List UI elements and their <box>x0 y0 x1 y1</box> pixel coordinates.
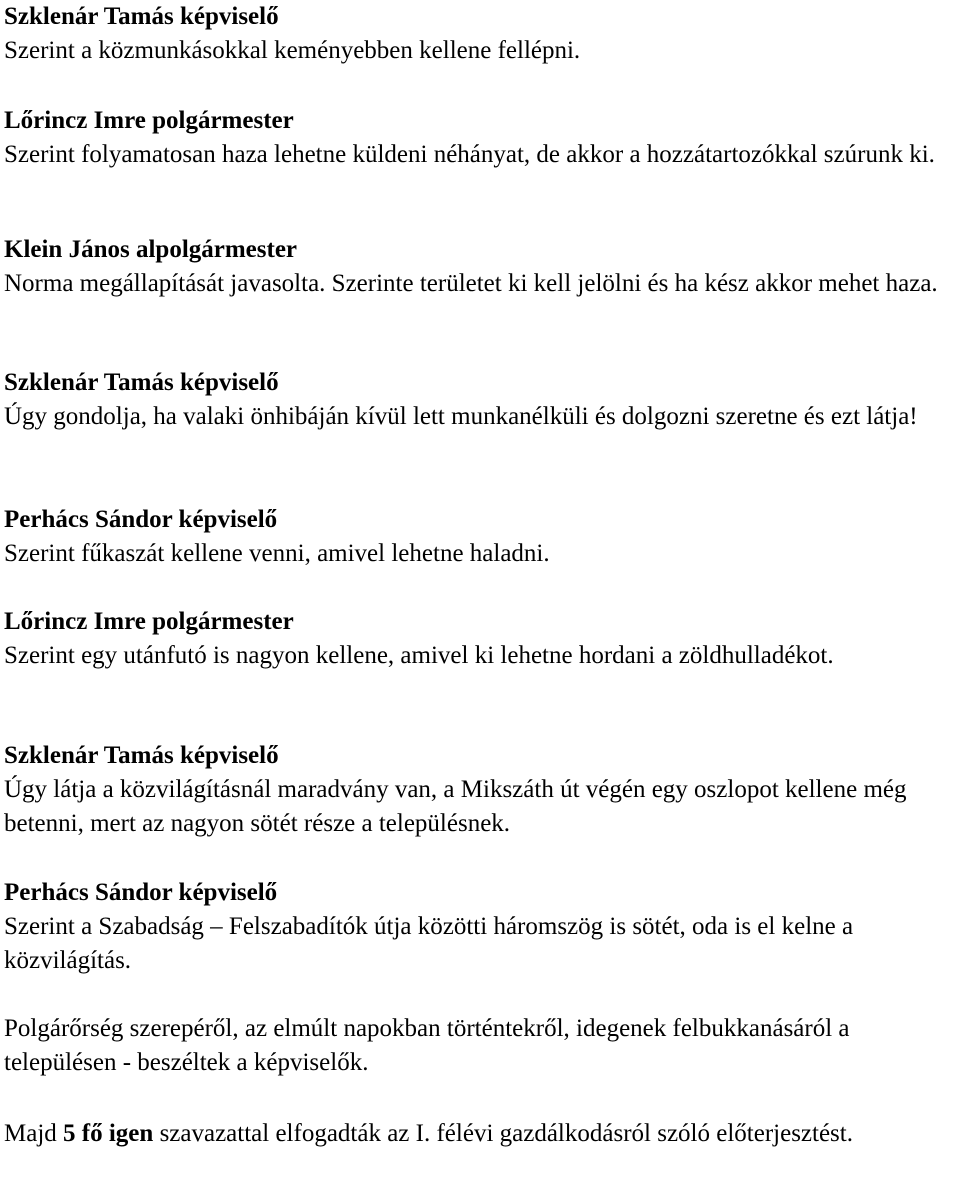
speaker-statement: Szerint a közmunkásokkal keményebben kellene fellépni. <box>4 37 581 64</box>
entry-6 <box>4 605 960 673</box>
speaker-statement: Úgy látja a közvilágításnál maradvány van, a Mikszáth út végén egy oszlopot kellene még betenni, mert az nagyon sötét része a településnek. <box>4 776 907 837</box>
vote-result: 5 fő igen <box>63 1120 154 1147</box>
speaker-name: Szklenár Tamás képviselő <box>4 369 279 396</box>
speaker-name: Klein János alpolgármester <box>4 236 298 263</box>
vote-prefix: Majd <box>4 1120 64 1147</box>
speaker-name: Perhács Sándor képviselő <box>4 506 278 533</box>
entry-5 <box>4 503 960 571</box>
police-paragraph-text: Polgárőrség szerepéről, az elmúlt napokban történtekről, idegenek felbukkanásáról a településen - beszéltek a képviselők. <box>4 1015 850 1076</box>
entry-4 <box>4 366 960 434</box>
speaker-name: Szklenár Tamás képviselő <box>4 742 279 769</box>
speaker-name: Perhács Sándor képviselő <box>4 879 278 906</box>
speaker-name: Lőrincz Imre polgármester <box>4 608 294 635</box>
speaker-name: Lőrincz Imre polgármester <box>4 107 294 134</box>
speaker-name: Szklenár Tamás képviselő <box>4 3 279 30</box>
speaker-statement: Szerint folyamatosan haza lehetne küldeni néhányat, de akkor a hozzátartozókkal szúrunk ki. <box>4 141 935 168</box>
speaker-statement: Úgy gondolja, ha valaki önhibáján kívül lett munkanélküli és dolgozni szeretne és ezt látja! <box>4 403 918 430</box>
entry-7 <box>4 739 960 841</box>
entry-2 <box>4 104 960 172</box>
vote-paragraph-text <box>4 1117 960 1151</box>
speaker-statement: Szerint a Szabadság – Felszabadítók útja közötti háromszög is sötét, oda is el kelne a közvilágítás. <box>4 913 854 974</box>
entry-8 <box>4 876 960 978</box>
vote-suffix: szavazattal elfogadták az I. félévi gazdálkodásról szóló előterjesztést. <box>153 1120 853 1147</box>
speaker-statement: Norma megállapítását javasolta. Szerinte területet ki kell jelölni és ha kész akkor mehet haza. <box>4 270 938 297</box>
speaker-statement: Szerint fűkaszát kellene venni, amivel lehetne haladni. <box>4 540 550 567</box>
entry-1 <box>4 0 960 68</box>
entry-3 <box>4 233 960 301</box>
vote-paragraph <box>4 1117 960 1151</box>
speaker-statement: Szerint egy utánfutó is nagyon kellene, amivel ki lehetne hordani a zöldhulladékot. <box>4 642 834 669</box>
police-paragraph <box>4 1012 960 1080</box>
